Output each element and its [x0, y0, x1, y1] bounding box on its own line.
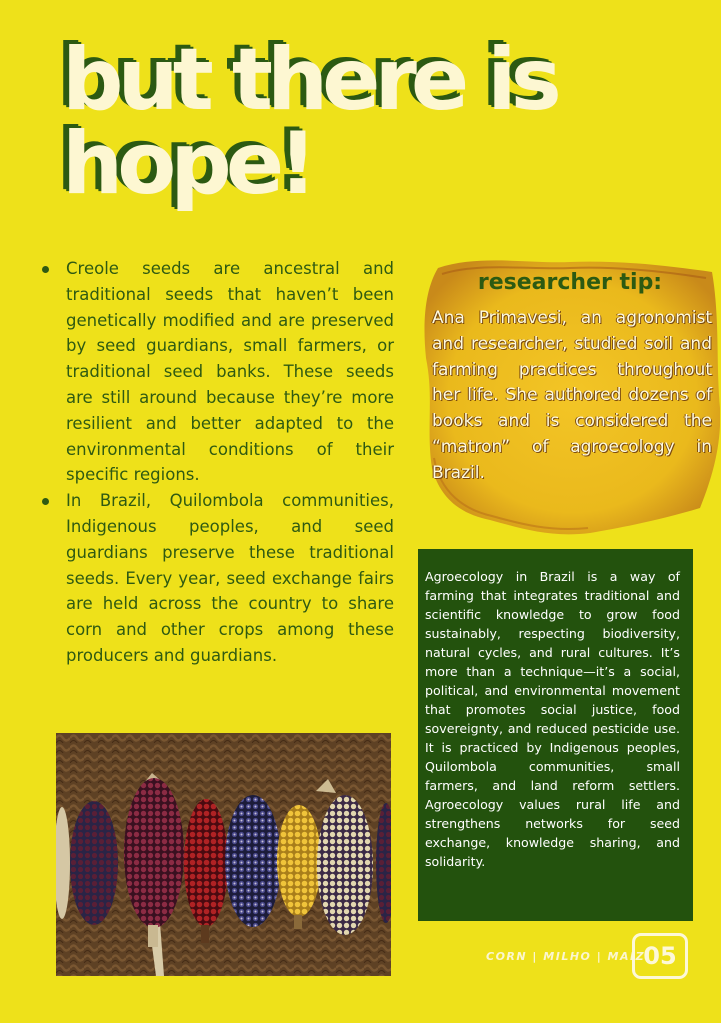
headline-line-2: hope!: [62, 114, 312, 214]
bullet-brazil-communities: In Brazil, Quilombola communities, Indigenous peoples, and seed guardians preserve these traditional seeds. Every year, seed exchange fairs are held across the country to share corn and other crops among these producers and guardians.: [40, 488, 394, 669]
researcher-tip-box: [420, 258, 720, 538]
page-headline: [62, 30, 556, 214]
bullet-creole-seeds: Creole seeds are ancestral and traditional seeds that haven’t been genetically modified and are preserved by seed guardians, small farmers, or traditional seed banks. These seeds are still around because they’re more resilient and better adapted to the environmental conditions of their specific regions.: [40, 256, 394, 488]
researcher-tip-title: researcher tip:: [477, 270, 663, 295]
creole-corn-photo: [56, 733, 391, 976]
page-number-badge: 05: [632, 933, 688, 979]
bullet-list: [40, 256, 394, 669]
researcher-tip-text: Ana Primavesi, an agronomist and researcher, studied soil and farming practices throughout her life. She authored dozens of books and is considered the “matron” of agroecology in Brazil.: [432, 308, 712, 483]
footer-section-label: CORN | MILHO | MAIZ: [486, 950, 646, 963]
agroecology-box: [418, 549, 693, 921]
agroecology-text: Agroecology in Brazil is a way of farming that integrates traditional and scientific knowledge to grow food sustainably, respecting biodiversity, natural cycles, and rural cultures. It’s more than a technique—it’s a social, political, and environmental movement that promotes social justice, food sovereignty, and reduced pesticide use. It is practiced by Indigenous peoples, Quilombola communities, small farmers, and land reform settlers. Agroecology values rural life and strengthens networks for seed exchange, knowledge sharing, and solidarity.: [425, 569, 680, 869]
headline-line-1: but there is: [62, 30, 556, 130]
